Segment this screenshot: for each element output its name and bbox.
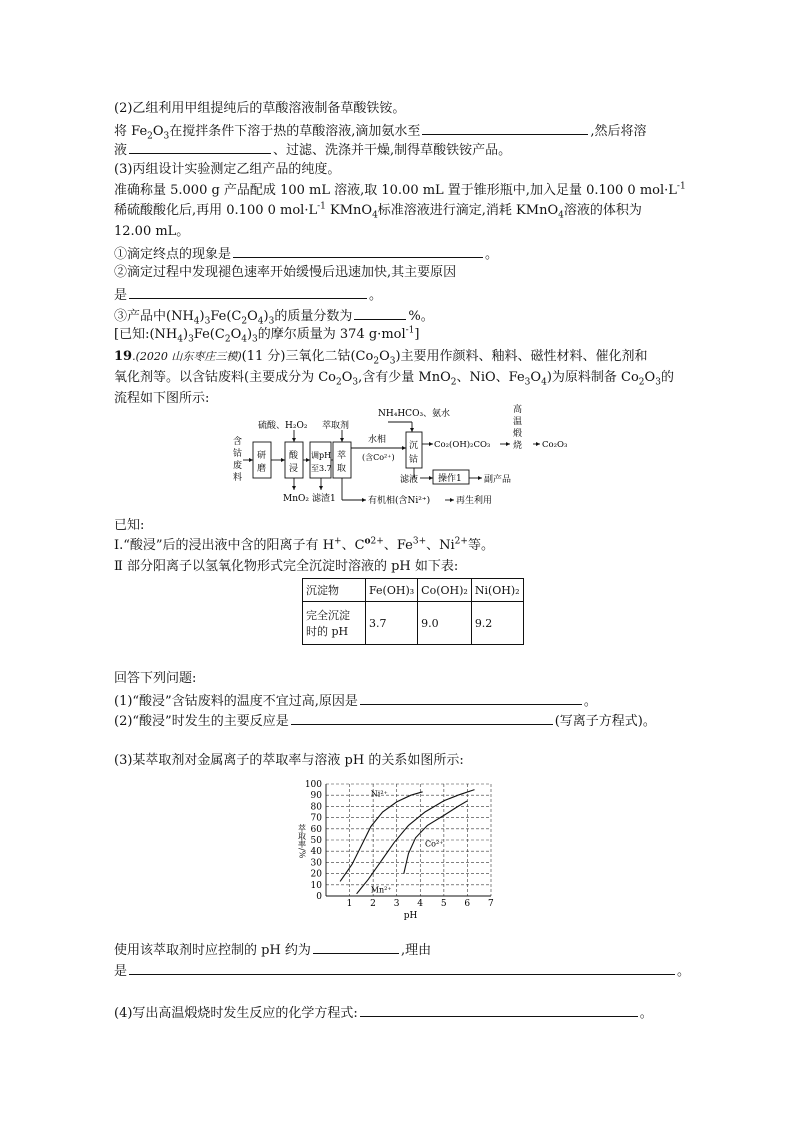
flow-reuse: 再生利用 [456,496,493,506]
q3-sub1: ①滴定终点的现象是 。 [114,244,498,264]
flow-organic-phase: 有机相(含Ni²⁺) [368,496,431,506]
flow-calcine: 烧 [513,441,523,451]
y-tick-label: 20 [310,869,322,880]
known-2: Ⅱ 部分阳离子以氢氧化物形式完全沉淀时溶液的 pH 如下表: [114,559,459,574]
flow-box-leach: 浸 [289,464,299,474]
x-tick-label: 2 [370,899,376,909]
y-tick-label: 60 [310,824,322,835]
answer-blank[interactable] [291,711,553,725]
flow-source: 废 [233,461,243,471]
table-cell: 9.2 [471,602,523,645]
flow-reagent-2: 萃取剂 [322,421,350,431]
q19-line2: 氧化剂等。以含钴废料(主要成分为 $Co_2O_3$,含有少量 MnO$_2$、NiO、$Fe_3O_4$)为原料制备 $Co_2O_3$的 [114,370,674,388]
flow-box-leach: 酸 [289,451,299,461]
q19-sub3-ph: 使用该萃取剂时应控制的 pH 约为 ,理由 [114,940,431,960]
x-tick-label: 1 [346,899,353,909]
q3-intro: (3)丙组设计实验测定乙组产品的纯度。 [114,162,341,177]
table-row [303,579,524,602]
table-row-label: 完全沉淀 时的 pH [303,602,366,645]
flow-source: 料 [233,473,243,483]
flow-source: 钴 [233,449,243,459]
process-flow-diagram [228,404,568,516]
q19-line1: 19.(2020 山东枣庄三模)(11 分)三氧化二钴$(Co_2O_3)$主要用作颜料、釉料、磁性材料、催化剂和 [114,349,648,367]
x-tick-label: 5 [440,899,447,909]
answer-heading: 回答下列问题: [114,671,197,686]
answer-blank[interactable] [129,285,367,299]
q19-sub1: (1)“酸浸”含钴废料的温度不宜过高,原因是 。 [114,691,597,711]
q3-sub2-answer: 是 。 [114,285,382,305]
flow-calcine: 高 [513,405,523,415]
flow-aqueous-phase: (含Co²⁺) [362,453,395,462]
flow-box-precip: 沉 [409,441,419,451]
flow-box-ph: 至3.7 [311,464,332,473]
y-tick-label: 10 [310,880,322,891]
y-tick-label: 40 [310,847,322,858]
table-header: Ni(OH)₂ [471,579,523,602]
q19-sub3-reason: 是 。 [114,961,690,981]
q3-titrate-line: 稀硫酸酸化后,再用 0.100 0 $mol\cdot L^{-1}$ KMnO$_4$标准溶液进行滴定,消耗 KMnO$_4$溶液的体积为 [114,201,642,221]
y-tick-label: 80 [310,802,322,813]
q19-sub4: (4)写出高温煅烧时发生反应的化学方程式: 。 [114,1003,653,1023]
answer-blank[interactable] [360,1003,638,1017]
flow-reagent-3: NH₄HCO₃、氨水 [378,409,451,419]
flow-box-grind: 研 [257,451,267,461]
table-header: Fe(OH)₃ [366,579,418,602]
answer-blank[interactable] [360,691,582,705]
flow-source: 含 [233,437,243,447]
table-header: Co(OH)₂ [418,579,472,602]
y-tick-label: 70 [310,813,322,824]
series-line [357,790,475,894]
y-tick-label: 100 [304,780,322,790]
series-line [340,792,423,882]
precipitation-ph-table [302,578,524,645]
table-row [303,602,524,645]
q3-volume-line: 12.00 mL。 [114,224,190,239]
y-tick-label: 0 [316,892,322,902]
q3-weigh-line: 准确称量 5.000 g 产品配成 100 mL 溶液,取 10.00 mL 置于锥形瓶中,加入足量 0.100 0 $mol\cdot L^{-1}$ [114,181,686,198]
q19-sub2: (2)“酸浸”时发生的主要反应是 (写离子方程式)。 [114,711,656,731]
svg-text:硫酸、H₂O₂: 硫酸、H₂O₂ [258,421,308,431]
y-tick-label: 50 [310,836,322,846]
table-cell: 3.7 [366,602,418,645]
q19-sub3: (3)某萃取剂对金属离子的萃取率与溶液 pH 的关系如图所示: [114,753,464,768]
flow-intermediate: Co₂(OH)₂CO₃ [434,440,491,450]
q19-line3: 流程如下图所示: [114,391,210,406]
table-header: 沉淀物 [303,579,366,602]
q2-fe2o3-line: 将 $Fe_2O_3$在搅拌条件下溶于热的草酸溶液,滴加氨水至 ,然后将溶 [114,121,647,141]
y-tick-label: 90 [310,791,322,802]
flow-box-op1: 操作1 [438,474,462,484]
series-label: Ni²⁺ [370,789,388,799]
flow-box-precip: 钴 [409,455,419,465]
flow-side-product: 副产品 [484,475,512,485]
q3-sub2: ②滴定过程中发现褪色速率开始缓慢后迅速加快,其主要原因 [114,265,457,280]
answer-blank[interactable] [313,940,399,954]
flow-box-ph: 调pH [311,451,332,460]
known-heading: 已知: [114,518,145,533]
series-label: Mn²⁺ [370,885,392,895]
flow-calcine: 温 [513,417,523,427]
x-axis-label: pH [403,911,418,921]
table-cell: 9.0 [418,602,472,645]
answer-blank[interactable] [129,140,271,154]
flow-final-product: Co₂O₃ [542,440,568,450]
flow-box-extract: 取 [337,464,347,474]
q3-sub3: ③产品中$(NH_4)_3Fe(C_2O_4)_3$的质量分数为 %。 [114,306,434,326]
flow-calcine: 煅 [513,429,523,439]
answer-blank[interactable] [233,244,483,258]
x-tick-label: 3 [393,899,400,909]
answer-blank[interactable] [422,121,588,135]
flow-reagent-1 [258,419,308,431]
q2-intro: (2)乙组利用甲组提纯后的草酸溶液制备草酸铁铵。 [114,101,406,116]
flow-byproduct-mno2: MnO₂ [283,494,309,504]
flow-box-grind: 磨 [257,464,267,474]
known-1: Ⅰ.“酸浸”后的浸出液中含的阳离子有 H+、$C^{o2+}$、$Fe^{3+}$、$Ni^{2+}$等。 [114,536,494,553]
flow-aqueous-phase: 水相 [368,435,387,445]
y-axis-label: 萃取率/% [297,824,307,859]
answer-blank[interactable] [129,961,675,975]
x-tick-label: 7 [488,899,494,909]
y-tick-label: 30 [310,858,322,869]
answer-blank[interactable] [354,306,406,320]
flow-byproduct-residue: 滤渣1 [312,494,336,504]
extraction-rate-chart [296,776,496,924]
x-tick-label: 4 [417,899,424,909]
q2-solution-line: 液 、过滤、洗涤并干燥,制得草酸铁铵产品。 [114,140,511,160]
flow-box-extract: 萃 [337,451,347,461]
series-label: Co²⁺ [425,839,444,849]
x-tick-label: 6 [464,899,471,909]
molar-mass-note: [已知$:(NH_4)_3Fe(C_2O_4)_3$的摩尔质量为 374 g·mol$^{-1}$] [114,325,420,345]
flow-filtrate: 滤液 [400,475,419,485]
